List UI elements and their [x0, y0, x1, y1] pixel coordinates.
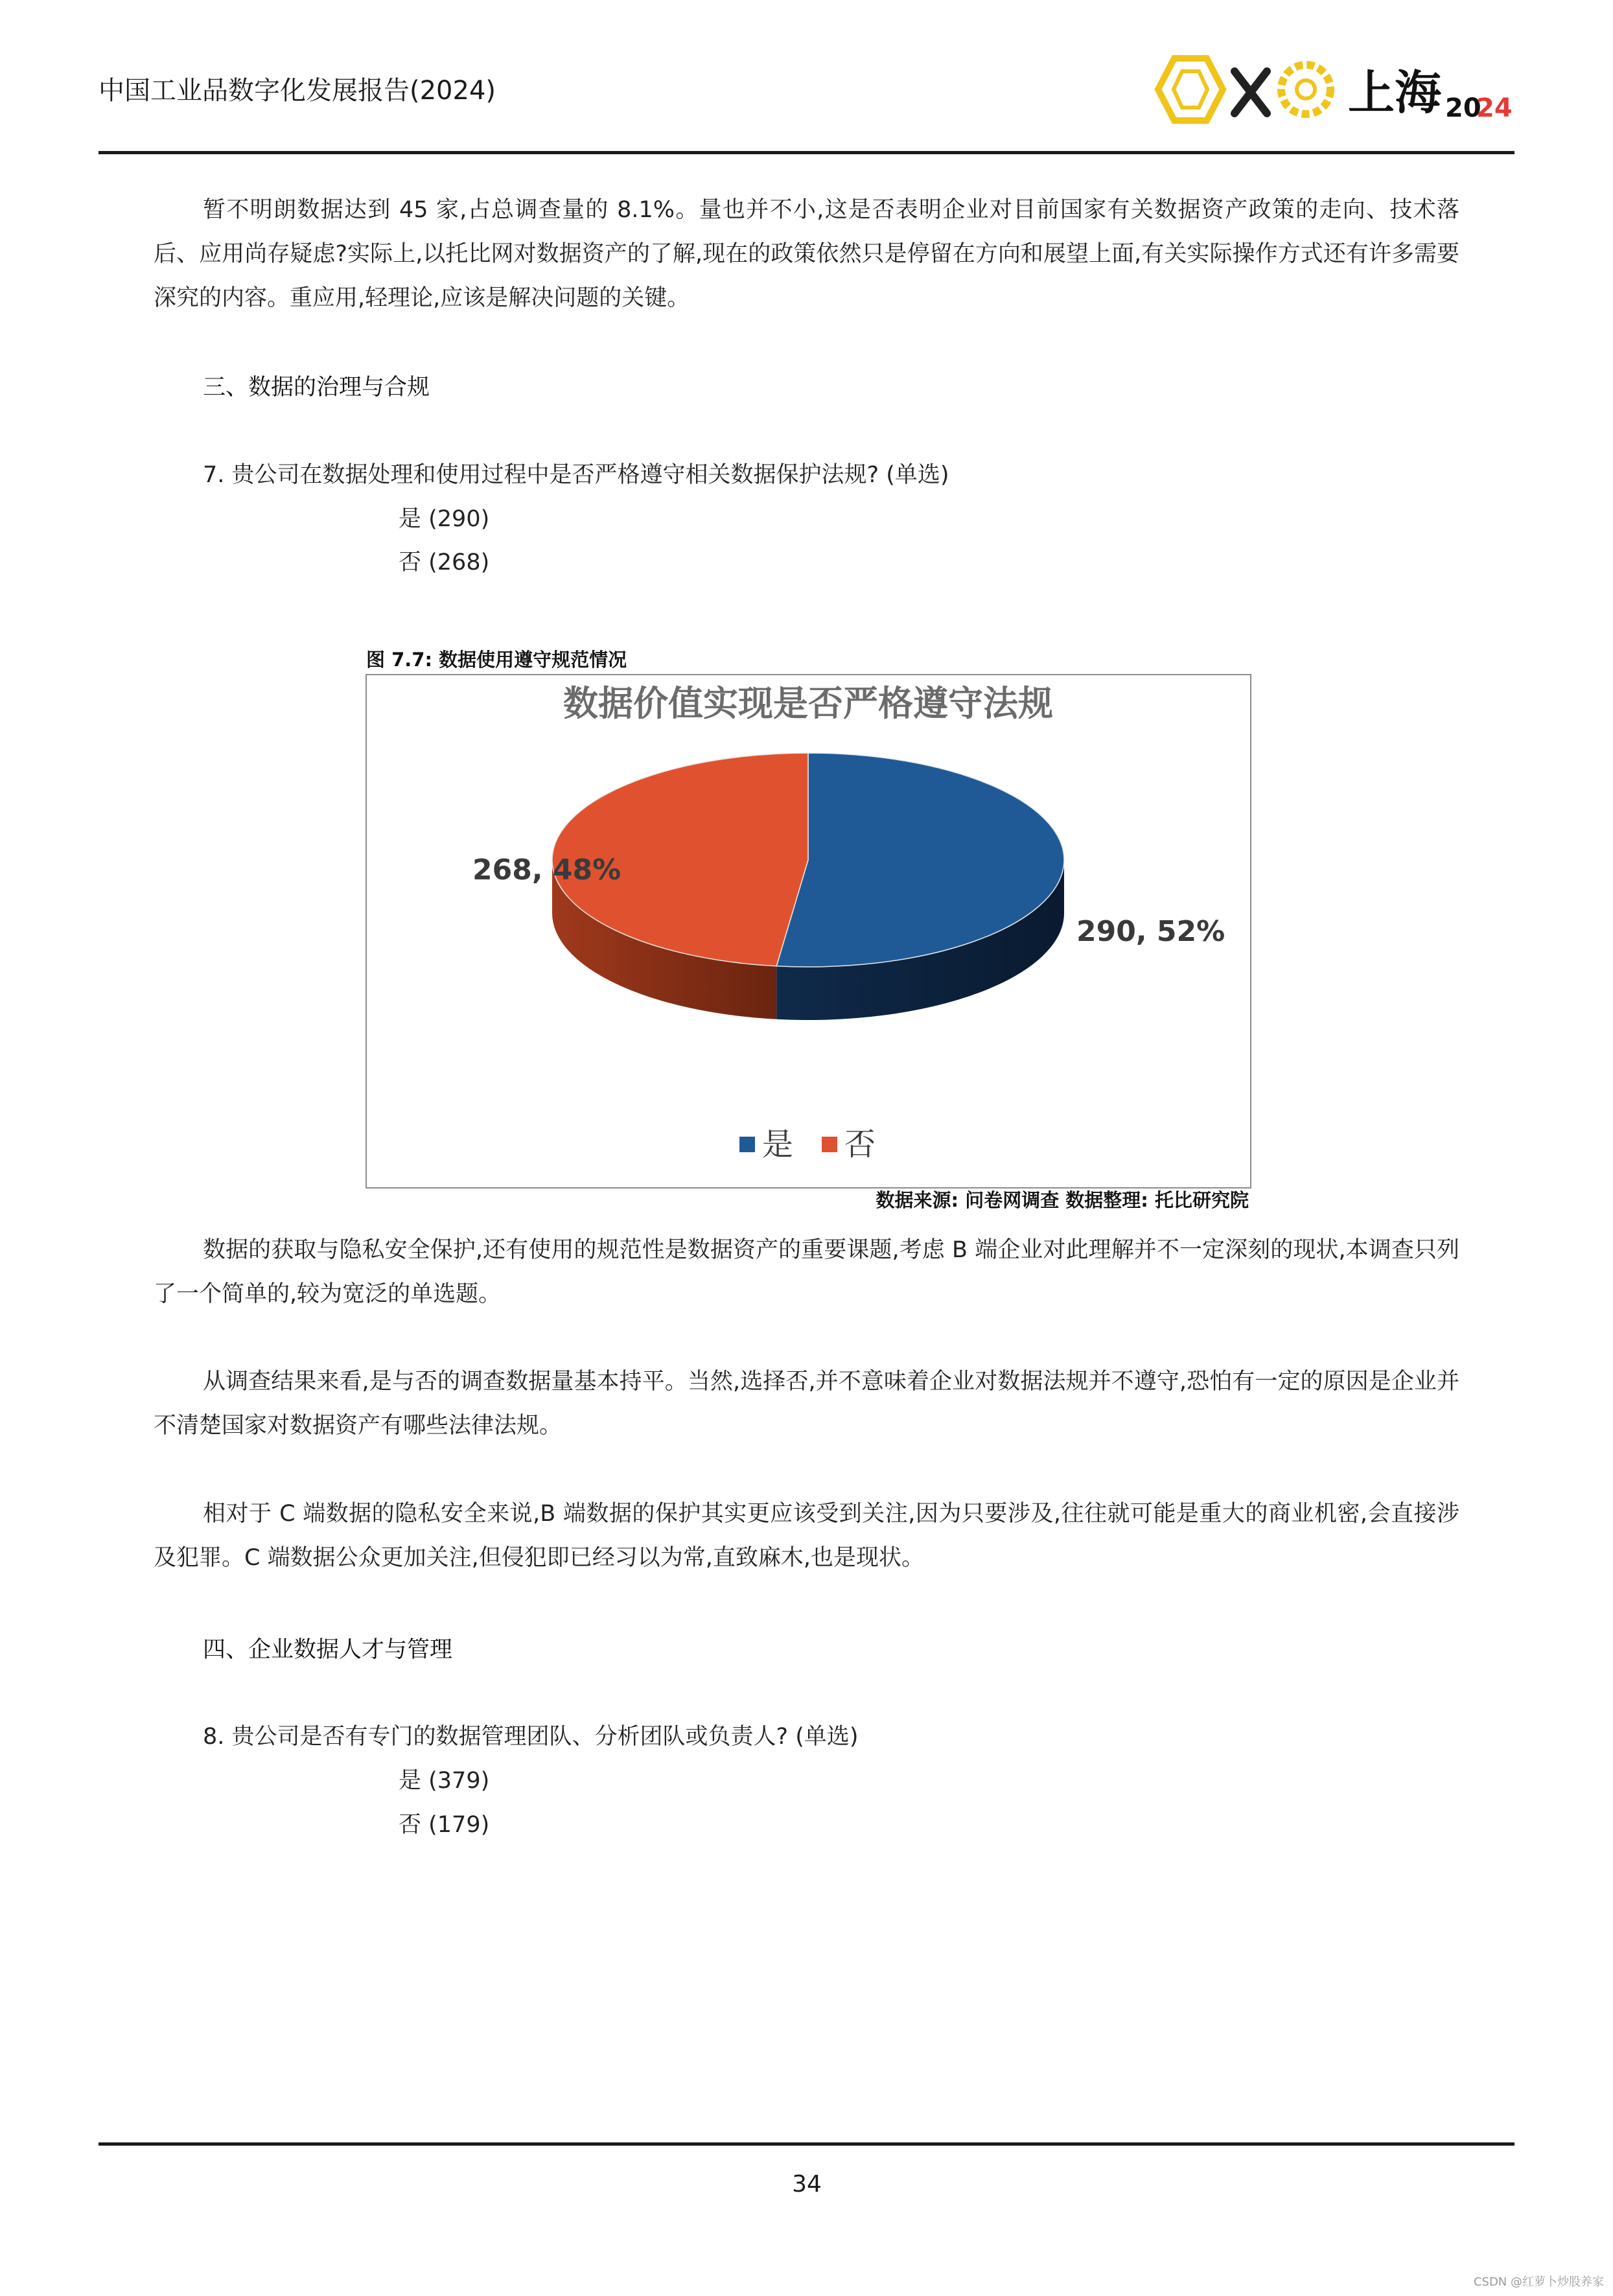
legend-swatch-yes [739, 1137, 755, 1152]
section-heading: 三、数据的治理与合规 [203, 375, 430, 400]
svg-text:20: 20 [1445, 93, 1481, 123]
footer-rule [99, 2142, 1514, 2146]
survey-option: 否 (268) [399, 550, 490, 575]
event-logo [1154, 52, 1516, 130]
survey-option: 是 (379) [399, 1768, 490, 1794]
legend-label-yes: 是 [762, 1126, 794, 1163]
paragraph: 暂不明朗数据达到 45 家,占总调查量的 8.1%。量也并不小,这是否表明企业对目前国家有关数据资产政策的走向、技术落后、应用尚存疑虑?实际上,以托比网对数据资产的了解,现在的政策依然只是停留在方向和展望上面,有关实际操作方式还有许多需要深究的内容。重应用,轻理论,应该是解决问题的关键。 [154, 197, 1459, 311]
chart-title: 数据价值实现是否严格遵守法规 [563, 683, 1053, 724]
legend-swatch-no [822, 1137, 837, 1152]
svg-text:24: 24 [1476, 93, 1513, 123]
gear-icon [1281, 65, 1330, 114]
hammer-icon [1235, 71, 1267, 113]
report-title: 中国工业品数字化发展报告(2024) [99, 76, 496, 106]
svg-text:上海: 上海 [1348, 65, 1442, 120]
survey-option: 否 (179) [399, 1812, 490, 1838]
survey-question: 7. 贵公司在数据处理和使用过程中是否严格遵守相关数据保护法规? (单选) [203, 462, 949, 488]
chart-legend [739, 1126, 876, 1163]
chart-source: 数据来源: 问卷网调查 数据整理: 托比研究院 [876, 1189, 1249, 1211]
header-rule [99, 151, 1514, 154]
figure-caption: 图 7.7: 数据使用遵守规范情况 [366, 649, 627, 671]
legend-label-no: 否 [844, 1126, 876, 1163]
hexagon-icon [1158, 58, 1223, 121]
pie-chart [367, 675, 1250, 1187]
paragraph: 从调查结果来看,是与否的调查数据量基本持平。当然,选择否,并不意味着企业对数据法规并不遵守,恐怕有一定的原因是企业并不清楚国家对数据资产有哪些法律法规。 [154, 1369, 1459, 1439]
paragraph: 数据的获取与隐私安全保护,还有使用的规范性是数据资产的重要课题,考虑 B 端企业对此理解并不一定深刻的现状,本调查只列了一个简单的,较为宽泛的单选题。 [154, 1237, 1459, 1307]
data-label-no: 268, 48% [472, 853, 621, 887]
section-heading: 四、企业数据人才与管理 [203, 1637, 453, 1663]
watermark: CSDN @红萝卜炒股养家 [1473, 2275, 1604, 2289]
survey-option: 是 (290) [399, 506, 490, 532]
page-number: 34 [792, 2171, 822, 2197]
survey-question: 8. 贵公司是否有专门的数据管理团队、分析团队或负责人? (单选) [203, 1724, 859, 1750]
data-label-yes: 290, 52% [1076, 915, 1225, 948]
chart-frame [366, 674, 1251, 1189]
paragraph: 相对于 C 端数据的隐私安全来说,B 端数据的保护其实更应该受到关注,因为只要涉及,往往就可能是重大的商业机密,会直接涉及犯罪。C 端数据公众更加关注,但侵犯即已经习以为常,直致麻木,也是现状。 [154, 1501, 1459, 1571]
